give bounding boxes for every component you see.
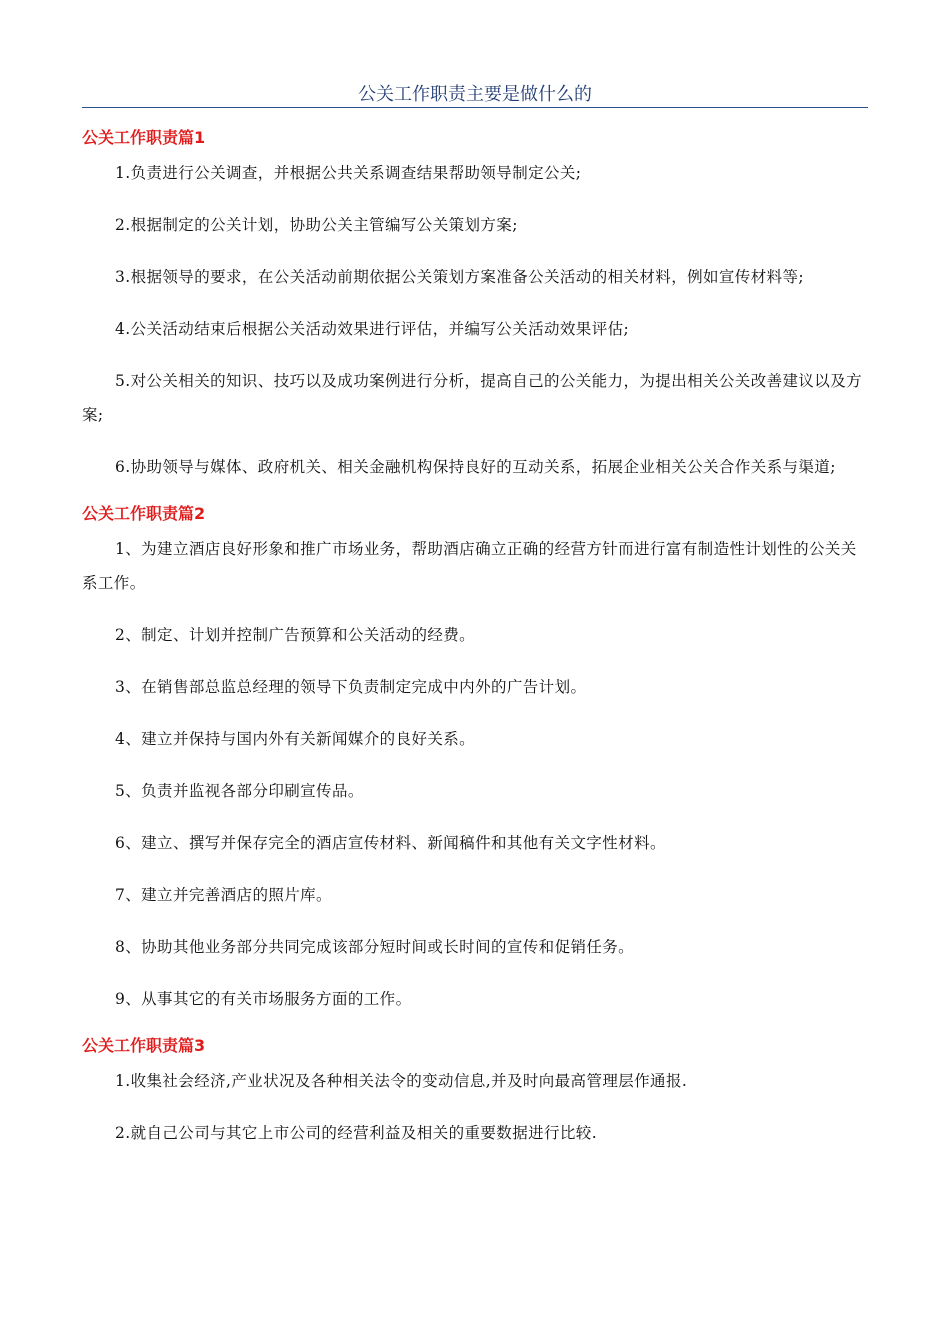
list-item: 5、负责并监视各部分印刷宣传品。 — [115, 782, 364, 800]
section-title: 公关工作职责篇1 — [82, 128, 206, 147]
list-item: 1、为建立酒店良好形象和推广市场业务，帮助酒店确立正确的经营方针而进行富有制造性计划性的公关关系工作。 — [82, 540, 857, 592]
list-item: 4.公关活动结束后根据公关活动效果进行评估，并编写公关活动效果评估; — [115, 320, 630, 338]
section-2 — [82, 502, 868, 1016]
section-3 — [82, 1034, 868, 1150]
list-item: 1.收集社会经济,产业状况及各种相关法令的变动信息,并及时向最高管理层作通报. — [115, 1072, 688, 1090]
list-item: 7、建立并完善酒店的照片库。 — [115, 886, 332, 904]
list-item: 2.根据制定的公关计划，协助公关主管编写公关策划方案; — [115, 216, 518, 234]
list-item: 9、从事其它的有关市场服务方面的工作。 — [115, 990, 412, 1008]
list-item: 2、制定、计划并控制广告预算和公关活动的经费。 — [115, 626, 476, 644]
header-divider — [82, 107, 868, 108]
list-item: 8、协助其他业务部分共同完成该部分短时间或长时间的宣传和促销任务。 — [115, 938, 635, 956]
document-title: 公关工作职责主要是做什么的 — [358, 84, 592, 105]
list-item: 1.负责进行公关调查，并根据公共关系调查结果帮助领导制定公关; — [115, 164, 582, 182]
list-item: 6.协助领导与媒体、政府机关、相关金融机构保持良好的互动关系，拓展企业相关公关合作关系与渠道; — [115, 458, 836, 476]
section-title: 公关工作职责篇3 — [82, 1036, 206, 1055]
list-item: 2.就自己公司与其它上市公司的经营利益及相关的重要数据进行比较. — [115, 1124, 598, 1142]
list-item: 6、建立、撰写并保存完全的酒店宣传材料、新闻稿件和其他有关文字性材料。 — [115, 834, 666, 852]
section-title: 公关工作职责篇2 — [82, 504, 206, 523]
list-item: 3.根据领导的要求，在公关活动前期依据公关策划方案准备公关活动的相关材料，例如宣传材料等; — [115, 268, 805, 286]
list-item: 5.对公关相关的知识、技巧以及成功案例进行分析，提高自己的公关能力，为提出相关公关改善建议以及方案; — [82, 372, 862, 424]
list-item: 4、建立并保持与国内外有关新闻媒介的良好关系。 — [115, 730, 476, 748]
list-item: 3、在销售部总监总经理的领导下负责制定完成中内外的广告计划。 — [115, 678, 587, 696]
section-1 — [82, 126, 868, 484]
document-body — [82, 126, 868, 1168]
